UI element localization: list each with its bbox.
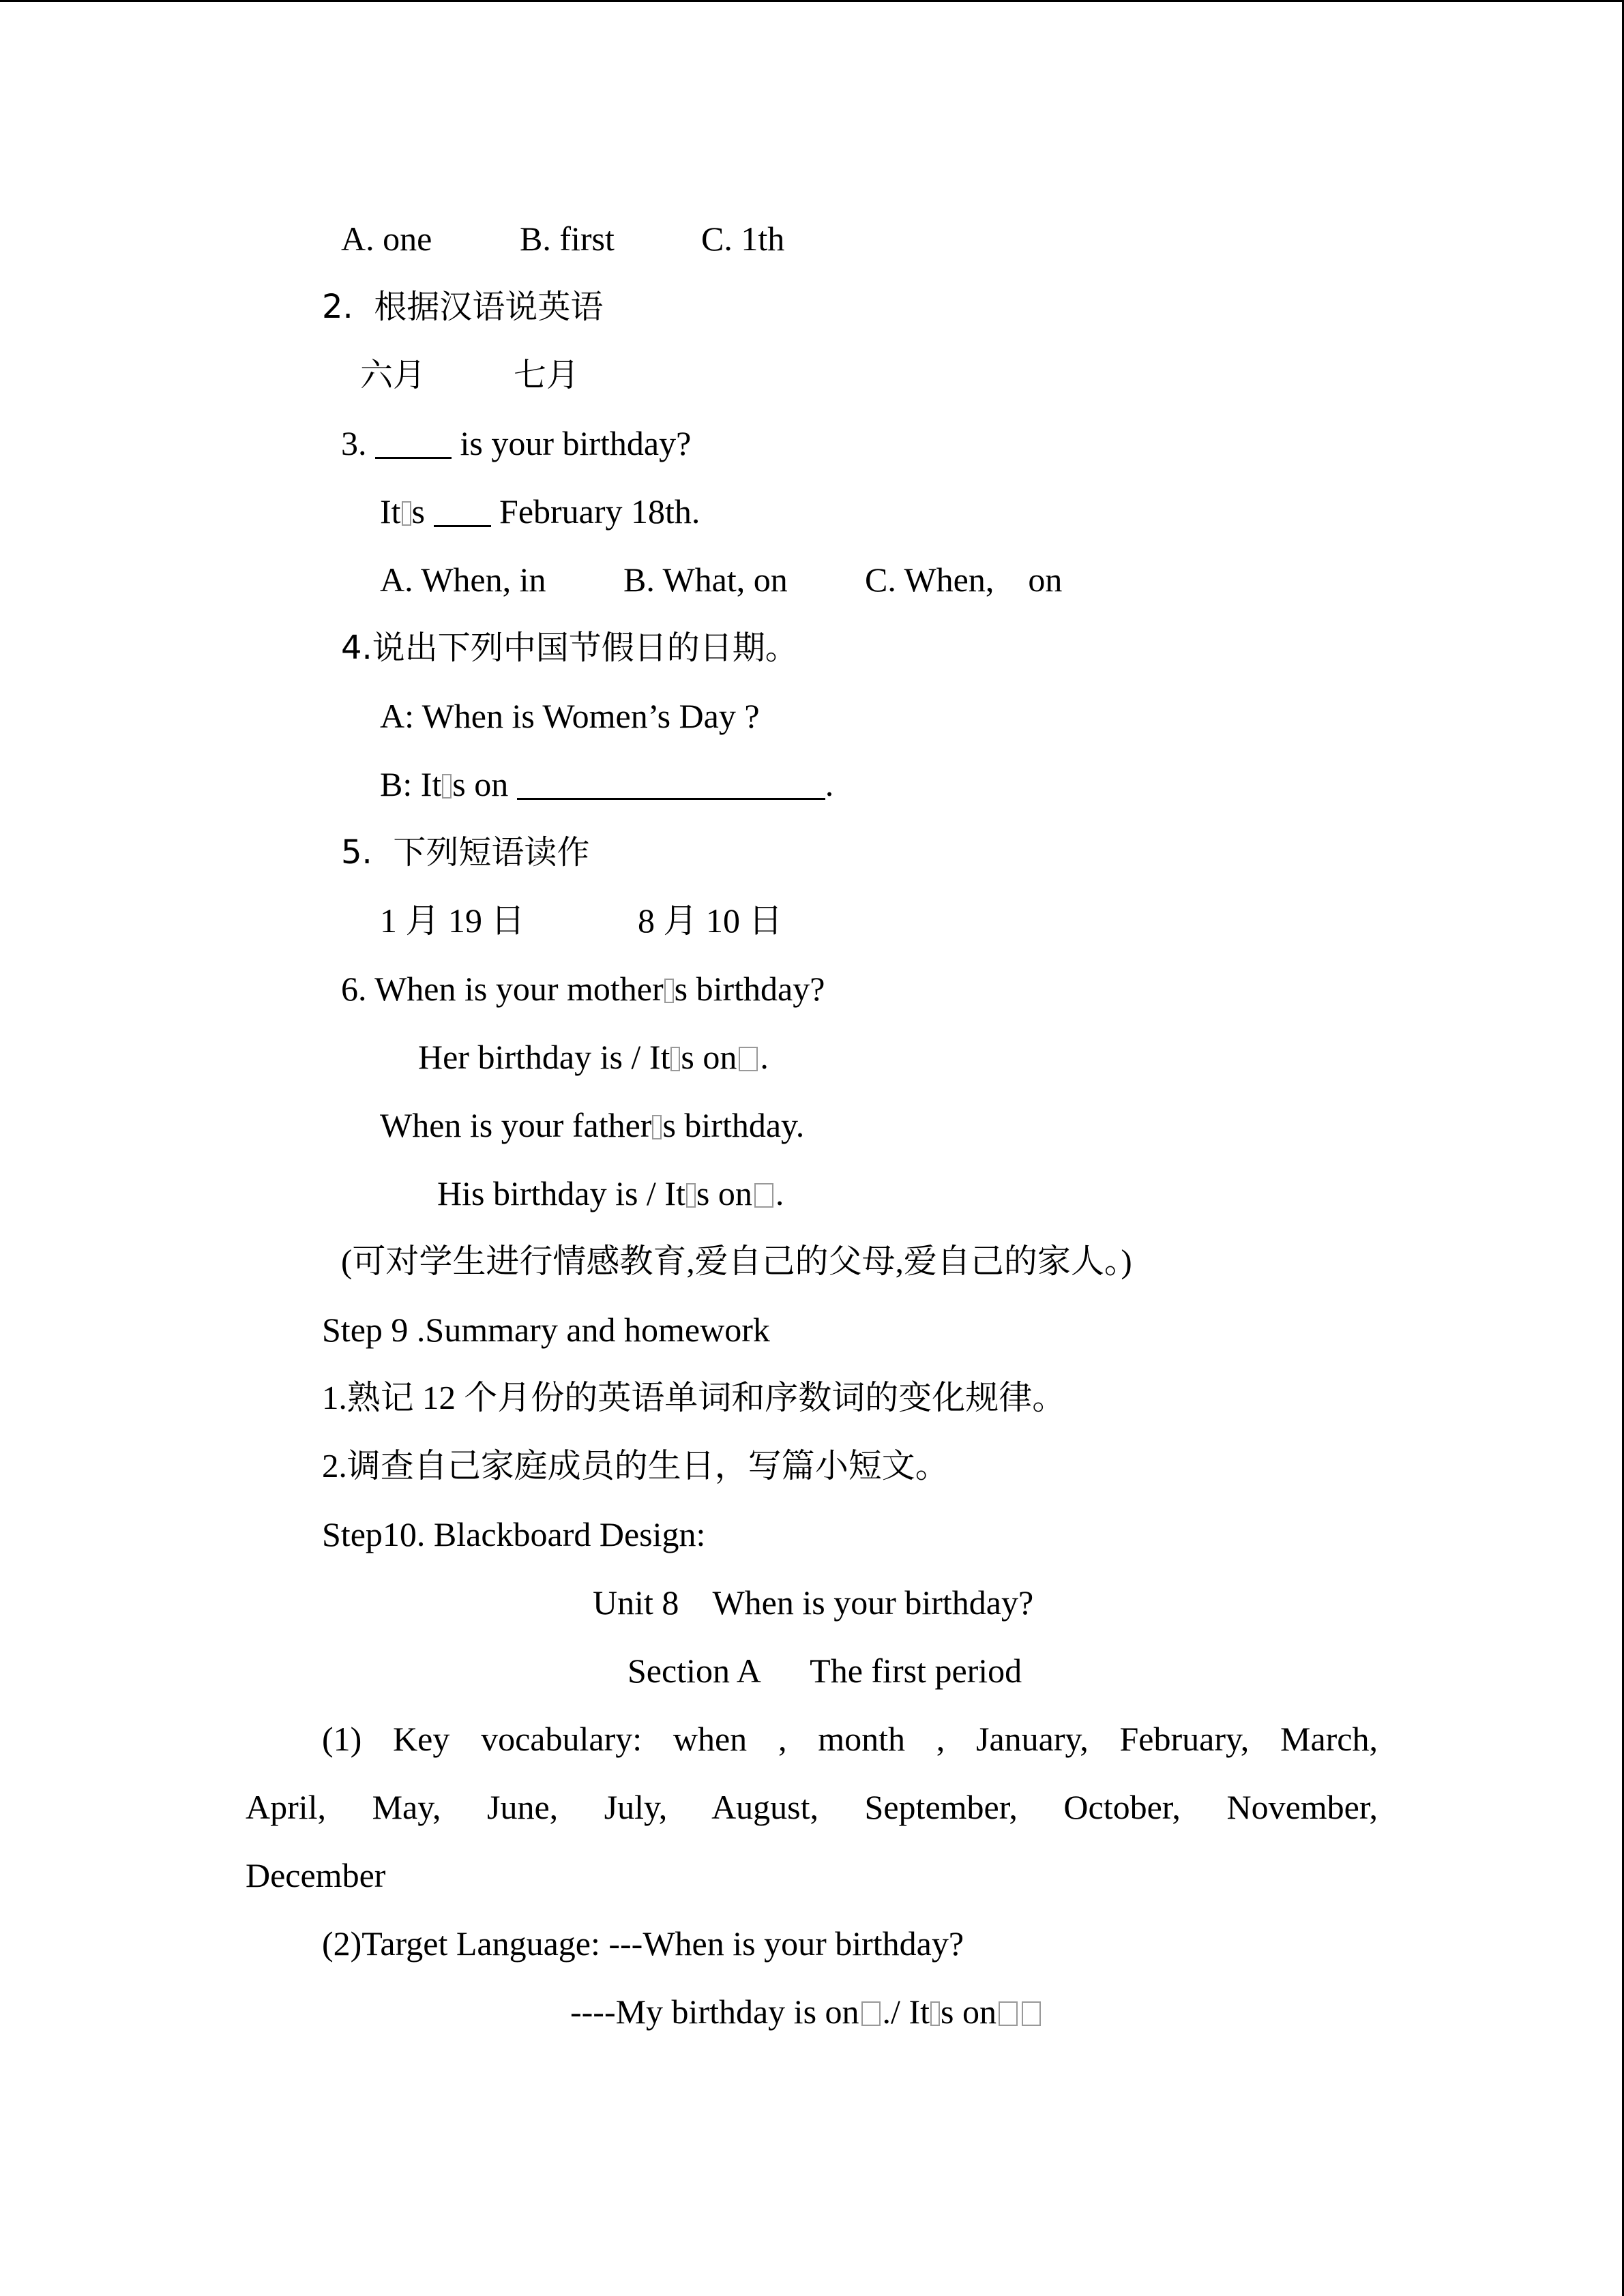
vocab-line-3: December bbox=[246, 1856, 386, 1894]
q3-blank bbox=[375, 430, 452, 459]
missing-glyph-icon bbox=[402, 501, 411, 526]
q6-line-4-end: . bbox=[775, 1174, 784, 1212]
q6-line-2-end: . bbox=[760, 1038, 769, 1076]
q1-option-b: B. first bbox=[520, 220, 615, 258]
missing-glyph-icon bbox=[999, 2001, 1018, 2026]
step10-title: Step10. Blackboard Design: bbox=[322, 1515, 706, 1553]
missing-glyph-icon bbox=[652, 1115, 662, 1139]
q3-question bbox=[341, 423, 691, 464]
q3-option-c: C. When, on bbox=[865, 561, 1063, 599]
q6-line-4-on: s on bbox=[696, 1174, 752, 1212]
q3-question-number: 3. bbox=[341, 424, 375, 462]
q6-line-1-text: 6. When is your mother bbox=[341, 970, 664, 1008]
q3-reply-blank bbox=[434, 498, 491, 527]
q4-title: 4.说出下列中国节假日的日期。 bbox=[341, 629, 798, 667]
q6-line-4-text: His birthday is / It bbox=[437, 1174, 685, 1212]
step9-item-1: 1.熟记 12 个月份的英语单词和序数词的变化规律。 bbox=[322, 1379, 1066, 1416]
q3-option-a: A. When, in bbox=[380, 561, 546, 599]
missing-glyph-icon bbox=[670, 1047, 680, 1071]
q3-question-text: is your birthday? bbox=[452, 424, 692, 462]
q6-line-1-end: s birthday? bbox=[674, 970, 825, 1008]
q4-answer-period: . bbox=[825, 765, 834, 803]
target-language-line-2-it: ./ It bbox=[882, 1993, 930, 2031]
q3-reply-s: s bbox=[411, 492, 434, 531]
page-top-border bbox=[0, 0, 1624, 2]
teaching-note: (可对学生进行情感教育,爱自己的父母,爱自己的家人。) bbox=[341, 1242, 1132, 1280]
q6-line-3 bbox=[380, 1105, 804, 1146]
missing-glyph-icon bbox=[930, 2001, 940, 2026]
q4-answer-blank bbox=[517, 771, 825, 800]
q6-line-4 bbox=[437, 1173, 784, 1214]
q1-option-c: C. 1th bbox=[701, 220, 785, 258]
vocab-line-2: April, May, June, July, August, September, October, November, bbox=[246, 1788, 1378, 1826]
target-language-line-2-text: ----My birthday is on bbox=[570, 1993, 859, 2031]
q3-reply-it: It bbox=[380, 492, 401, 531]
missing-glyph-icon bbox=[861, 2001, 881, 2026]
q6-line-2 bbox=[418, 1037, 769, 1077]
step9-item-2: 2.调查自己家庭成员的生日，写篇小短文。 bbox=[322, 1447, 949, 1485]
missing-glyph-icon bbox=[754, 1183, 773, 1208]
q2-title: 2. 根据汉语说英语 bbox=[322, 288, 604, 326]
missing-glyph-icon bbox=[664, 979, 674, 1003]
blackboard-unit-title: Unit 8 When is your birthday? bbox=[593, 1583, 1034, 1622]
step9-title: Step 9 .Summary and homework bbox=[322, 1311, 770, 1349]
q3-reply bbox=[380, 491, 700, 532]
missing-glyph-icon bbox=[739, 1047, 758, 1071]
blackboard-section-title: Section A The first period bbox=[628, 1652, 1022, 1690]
missing-glyph-icon bbox=[1022, 2001, 1041, 2026]
q5-date-1: 1 月 19 日 bbox=[380, 901, 525, 940]
q3-option-b: B. What, on bbox=[623, 561, 788, 599]
q4-answer-it: B: It bbox=[380, 765, 442, 803]
q4-answer-on: s on bbox=[452, 765, 517, 803]
q2-word-june: 六月 bbox=[360, 356, 426, 394]
q1-option-a: A. one bbox=[341, 220, 432, 258]
q2-word-july: 七月 bbox=[514, 356, 580, 394]
q5-date-2: 8 月 10 日 bbox=[638, 901, 783, 940]
q6-line-2-on: s on bbox=[681, 1038, 737, 1076]
q3-reply-date: February 18th. bbox=[490, 492, 700, 531]
target-language-line-1: (2)Target Language: ---When is your birthday? bbox=[322, 1924, 964, 1963]
q6-line-3-end: s birthday. bbox=[662, 1106, 805, 1144]
q4-question: A: When is Women’s Day ? bbox=[380, 697, 760, 735]
target-language-line-2 bbox=[570, 1991, 1043, 2032]
missing-glyph-icon bbox=[686, 1183, 696, 1208]
q5-title: 5. 下列短语读作 bbox=[341, 833, 590, 871]
q6-line-3-text: When is your father bbox=[380, 1106, 652, 1144]
target-language-line-2-on: s on bbox=[940, 1993, 996, 2031]
q4-answer bbox=[380, 764, 833, 805]
missing-glyph-icon bbox=[442, 774, 452, 799]
q6-line-1 bbox=[341, 968, 825, 1009]
vocab-line-1: (1) Key vocabulary: when , month , January, February, March, bbox=[322, 1720, 1378, 1758]
q6-line-2-text: Her birthday is / It bbox=[418, 1038, 670, 1076]
